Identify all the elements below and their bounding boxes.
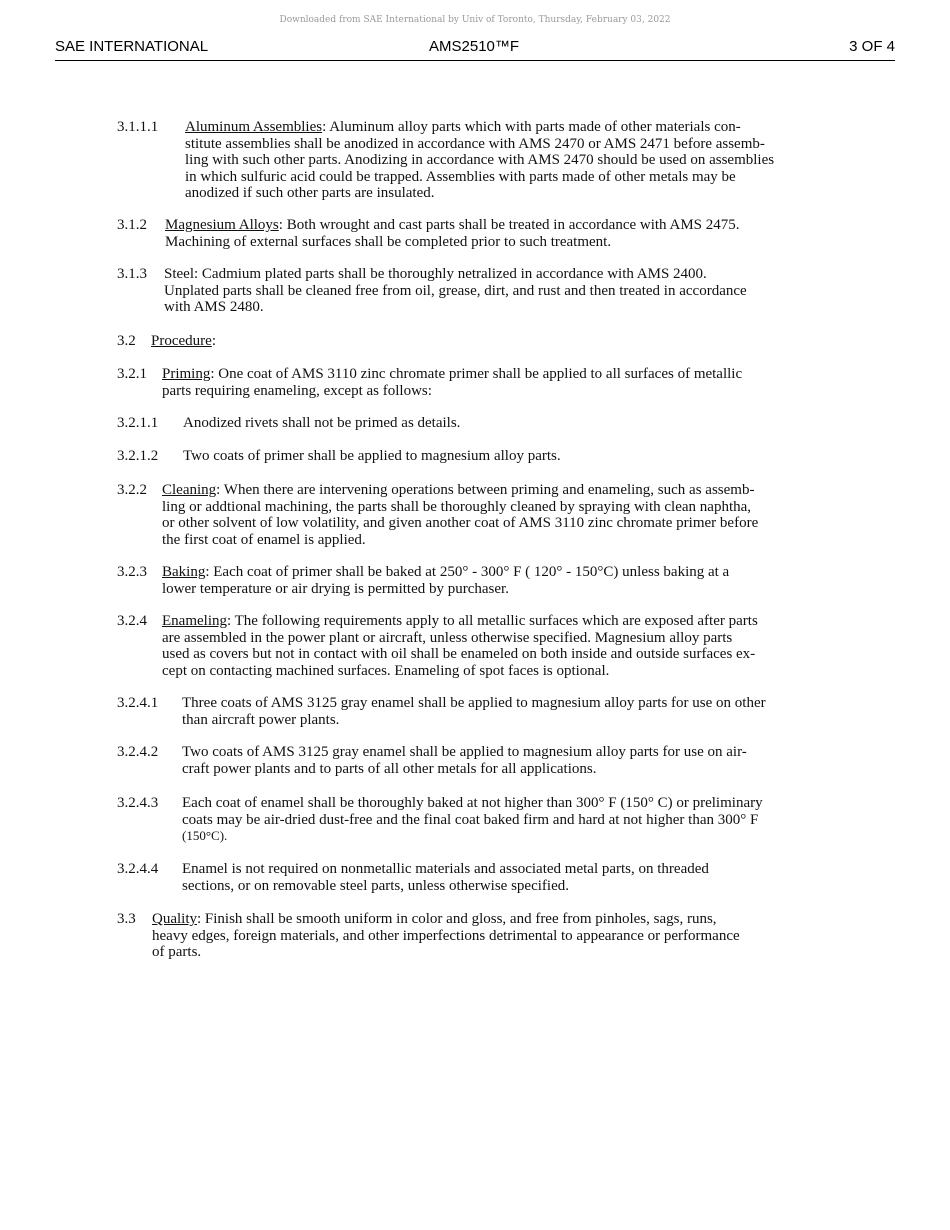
title-separator: : [216, 482, 221, 498]
section-body [162, 482, 832, 548]
section-body [164, 266, 834, 316]
section-line: Unplated parts shall be cleaned free from oil, grease, dirt, and rust and then treated in accordance [164, 282, 747, 299]
title-separator: : [210, 366, 215, 382]
download-watermark: Downloaded from SAE International by Univ of Toronto, Thursday, February 03, 2022 [279, 15, 671, 25]
section-number: 3.2.4.3 [117, 795, 159, 811]
section-number: 3.2.1 [117, 366, 147, 382]
section-number: 3.1.3 [117, 266, 147, 282]
section-line: Both wrought and cast parts shall be treated in accordance with AMS 2475. [282, 217, 740, 233]
section-line: Anodized rivets shall not be primed as details. [183, 415, 461, 431]
section-number: 3.2.2 [117, 482, 147, 498]
header-page-number: 3 OF 4 [849, 38, 895, 55]
section-3-2-4 [117, 613, 837, 681]
section-number: 3.2.4.2 [117, 744, 159, 760]
section-3-2-2 [117, 482, 837, 550]
title-separator: : [197, 911, 202, 927]
section-number: 3.1.2 [117, 217, 147, 233]
section-body [162, 564, 832, 597]
section-line: lower temperature or air drying is permitted by purchaser. [162, 580, 509, 597]
section-line: the first coat of enamel is applied. [162, 531, 366, 548]
section-number: 3.2.1.1 [117, 415, 159, 431]
title-separator: : [226, 613, 232, 629]
section-line: coats may be air-dried dust-free and the final coat baked firm and hard at not higher than 300° F [182, 811, 759, 828]
section-3-2-4-1 [117, 695, 837, 731]
section-title: Priming [162, 366, 211, 382]
section-line: ling or addtional machining, the parts shall be thoroughly cleaned by spraying with clean naphtha, [162, 498, 752, 515]
section-3-1-2 [117, 217, 837, 253]
section-3-2-1-1 [117, 415, 837, 433]
header-organization: SAE INTERNATIONAL [55, 38, 209, 55]
title-separator: : [278, 217, 283, 233]
section-line: with AMS 2480. [164, 299, 264, 315]
section-body [185, 119, 835, 202]
section-line: When there are intervening operations between priming and enameling, such as assemb- [220, 482, 755, 498]
section-line: Each coat of enamel shall be thoroughly baked at not higher than 300° F (150° C) or preliminary [182, 795, 763, 811]
section-line: ling with such other parts. Anodizing in accordance with AMS 2470 should be used on assemblies [185, 152, 775, 168]
title-separator: : [211, 333, 216, 349]
section-line: The following requirements apply to all metallic surfaces which are exposed after parts [231, 613, 758, 629]
section-line: used as covers but not in contact with oil shall be enameled on both inside and outside surfaces ex- [162, 646, 756, 662]
section-title: Enameling [162, 613, 227, 629]
section-line: or other solvent of low volatility, and given another coat of AMS 3110 zinc chromate primer before [162, 515, 759, 531]
section-number: 3.2.4 [117, 613, 147, 629]
section-number: 3.2.4.1 [117, 695, 159, 711]
section-line: of parts. [152, 944, 202, 960]
section-line: parts requiring enameling, except as follows: [162, 382, 432, 399]
section-line: sections, or on removable steel parts, unless otherwise specified. [182, 877, 569, 894]
section-number: 3.1.1.1 [117, 119, 159, 135]
section-3-2 [117, 333, 417, 351]
section-body [151, 333, 411, 350]
section-body [183, 448, 833, 465]
section-3-2-4-4 [117, 861, 837, 897]
title-separator: : [205, 564, 210, 580]
section-number: 3.3 [117, 911, 136, 927]
section-body [182, 695, 832, 728]
section-title: Magnesium Alloys [165, 217, 279, 233]
section-body [162, 613, 832, 679]
section-title: Baking [162, 564, 206, 580]
section-3-2-4-2 [117, 744, 837, 780]
section-line: Machining of external surfaces shall be completed prior to such treatment. [165, 233, 612, 250]
section-number: 3.2.1.2 [117, 448, 159, 464]
section-3-2-3 [117, 564, 837, 600]
section-3-3 [117, 911, 837, 963]
section-number: 3.2 [117, 333, 136, 349]
section-line: are assembled in the power plant or aircraft, unless otherwise specified. Magnesium alloy parts [162, 629, 733, 646]
section-line: Three coats of AMS 3125 gray enamel shall be applied to magnesium alloy parts for use on other [182, 695, 766, 711]
section-body [182, 744, 832, 777]
section-line: Aluminum alloy parts which with parts made of other materials con- [326, 119, 741, 135]
section-body [182, 861, 832, 894]
section-line: stitute assemblies shall be anodized in accordance with AMS 2470 or AMS 2471 before assemb- [185, 135, 765, 152]
section-body [162, 366, 832, 399]
section-3-1-1-1 [117, 119, 837, 203]
section-line: Steel: Cadmium plated parts shall be thoroughly netralized in accordance with AMS 2400. [164, 266, 707, 282]
section-line: craft power plants and to parts of all other metals for all applications. [182, 760, 597, 777]
section-line: One coat of AMS 3110 zinc chromate primer shall be applied to all surfaces of metallic [214, 366, 743, 382]
section-3-2-1-2 [117, 448, 837, 466]
title-separator: : [322, 119, 327, 135]
section-title: Cleaning [162, 482, 217, 498]
section-3-2-4-3 [117, 795, 837, 847]
section-line: than aircraft power plants. [182, 711, 340, 728]
section-title: Procedure [151, 333, 212, 349]
section-number: 3.2.4.4 [117, 861, 159, 877]
section-body [152, 911, 832, 961]
section-3-1-3 [117, 266, 837, 318]
section-line: Finish shall be smooth uniform in color and gloss, and free from pinholes, sags, runs, [201, 911, 717, 927]
section-3-2-1 [117, 366, 837, 402]
section-body [165, 217, 835, 250]
section-line: (150°C). [182, 828, 228, 843]
section-line: Each coat of primer shall be baked at 250° - 300° F ( 120° - 150°C) unless baking at a [209, 564, 730, 580]
section-line: Enamel is not required on nonmetallic materials and associated metal parts, on threaded [182, 861, 709, 877]
header-document-id: AMS2510™F [429, 38, 520, 55]
section-line: heavy edges, foreign materials, and other imperfections detrimental to appearance or performance [152, 927, 740, 944]
section-title: Quality [152, 911, 197, 927]
section-number: 3.2.3 [117, 564, 147, 580]
section-body [183, 415, 833, 432]
section-line: Two coats of AMS 3125 gray enamel shall be applied to magnesium alloy parts for use on air- [182, 744, 747, 760]
section-body [182, 795, 832, 845]
section-line: anodized if such other parts are insulated. [185, 185, 435, 201]
section-line: Two coats of primer shall be applied to magnesium alloy parts. [183, 448, 561, 464]
section-line: in which sulfuric acid could be trapped. Assemblies with parts made of other metals may be [185, 168, 736, 185]
page-header [55, 38, 895, 61]
section-title: Aluminum Assemblies [185, 119, 323, 135]
section-line: cept on contacting machined surfaces. Enameling of spot faces is optional. [162, 662, 610, 679]
